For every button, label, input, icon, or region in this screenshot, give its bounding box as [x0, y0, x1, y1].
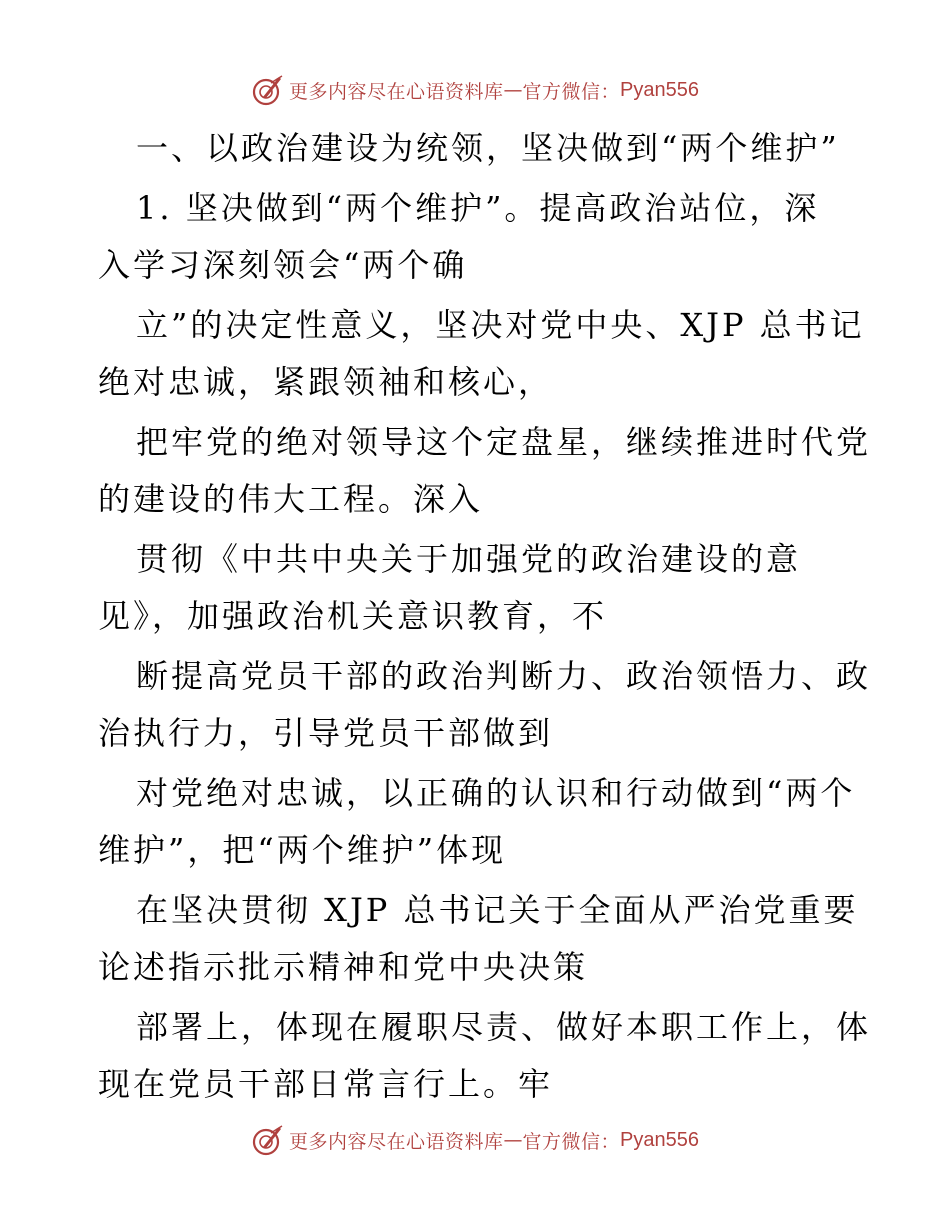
paragraph-line: 部署上，体现在履职尽责、做好本职工作上，体 [136, 1008, 872, 1046]
paragraph-line: 的建设的伟大工程。深入 [98, 480, 484, 518]
banner-text: 更多内容尽在心语资料库 [289, 80, 504, 103]
footer-banner [0, 1120, 950, 1160]
paragraph-line: 对党绝对忠诚，以正确的认识和行动做到“两个 [136, 774, 856, 812]
paragraph-line: 立”的决定性意义，坚决对党中央、XJP 总书记 [136, 306, 865, 344]
paragraph-line: 入学习深刻领会“两个确 [98, 246, 468, 284]
paragraph-line: 贯彻《中共中央关于加强党的政治建设的意 [136, 540, 802, 578]
quill-logo-icon [251, 1123, 285, 1157]
paragraph-line: 论述指示批示精神和党中央决策 [98, 948, 589, 986]
paragraph-line: 绝对忠诚，紧跟领袖和核心， [98, 363, 554, 401]
paragraph-line: 维护”，把“两个维护”体现 [98, 831, 507, 869]
banner-wechat-id: Pyan556 [620, 1128, 699, 1151]
paragraph-line: 1. 坚决做到“两个维护”。提高政治站位，深 [136, 189, 820, 227]
paragraph-line: 治执行力，引导党员干部做到 [98, 714, 554, 752]
banner-wechat-id: Pyan556 [620, 78, 699, 101]
banner-separator: — [503, 1129, 523, 1151]
banner-text: 更多内容尽在心语资料库 [289, 1130, 504, 1153]
banner-official-label: 官方微信： [522, 1130, 621, 1153]
paragraph-line: 见》，加强政治机关意识教育，不 [98, 597, 608, 635]
banner-separator: — [503, 79, 523, 101]
paragraph-line: 现在党员干部日常言行上。牢 [98, 1065, 554, 1103]
banner-official-label: 官方微信： [522, 80, 621, 103]
paragraph-line: 把牢党的绝对领导这个定盘星，继续推进时代党 [136, 423, 872, 461]
paragraph-line: 在坚决贯彻 XJP 总书记关于全面从严治党重要 [136, 891, 859, 929]
section-heading: 一、以政治建设为统领，坚决做到“两个维护” [136, 129, 840, 167]
paragraph-line: 断提高党员干部的政治判断力、政治领悟力、政 [136, 657, 872, 695]
